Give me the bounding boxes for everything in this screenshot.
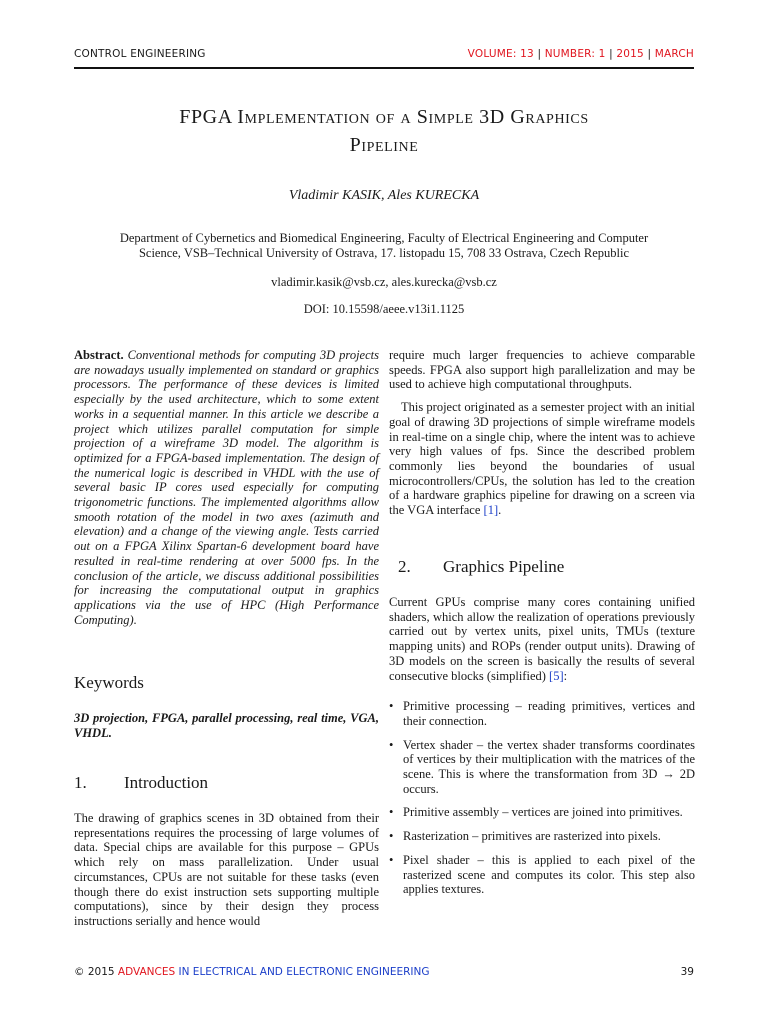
year-value: 2015 xyxy=(616,48,644,60)
section-number: 1. xyxy=(74,773,87,792)
doi: DOI: 10.15598/aeee.v13i1.1125 xyxy=(303,302,465,316)
list-item: • Pixel shader – this is applied to each pixel of the rasterized scene and computes its color. This step also applies textures. xyxy=(389,853,695,897)
section-heading-graphics-pipeline xyxy=(398,557,564,577)
section-number: 2. xyxy=(398,557,411,576)
affiliation-line: Science, VSB–Technical University of Ostrava, 17. listopadu 15, 708 33 Ostrava, Czech Republic xyxy=(138,246,630,260)
month-value: MARCH xyxy=(654,48,694,60)
copyright: © 2015 xyxy=(74,966,115,978)
separator: | xyxy=(647,48,652,60)
author-emails: vladimir.kasik@vsb.cz, ales.kurecka@vsb.cz xyxy=(271,275,497,289)
number-label: NUMBER: xyxy=(544,48,596,60)
section-heading-introduction xyxy=(74,773,208,793)
citation-link[interactable]: [5] xyxy=(549,668,564,683)
pipeline-steps-list xyxy=(389,699,695,897)
affiliation-line: Department of Cybernetics and Biomedical Engineering, Faculty of Electrical Engineering and Computer xyxy=(119,231,649,245)
section-title: Introduction xyxy=(124,773,209,792)
separator: | xyxy=(537,48,542,60)
punctuation: : xyxy=(563,668,568,683)
list-item: • Primitive assembly – vertices are joined into primitives. xyxy=(389,805,695,820)
volume-label: VOLUME: xyxy=(467,48,517,60)
paragraph xyxy=(389,595,695,683)
page-footer xyxy=(74,966,694,978)
authors: Vladimir KASIK, Ales KURECKA xyxy=(288,188,480,203)
paragraph-text: This project originated as a semester project with an initial goal of drawing 3D projections of simple wireframe models in real-time on a single chip, where the intent was to achieve very high values of fps. Since the described problem commonly lies beyond the boundaries of usual microcontrollers/CPUs, the solution has led to the creation of a hardware graphics pipeline for drawing on a screen via the VGA interface xyxy=(389,400,695,518)
issue-info xyxy=(468,48,694,60)
affiliation xyxy=(74,231,694,261)
journal-name-rest: IN ELECTRICAL AND ELECTRONIC ENGINEERING xyxy=(178,966,430,978)
abstract xyxy=(74,348,379,627)
citation-link[interactable]: [1] xyxy=(483,503,499,518)
page-number: 39 xyxy=(680,966,694,978)
title-line: Pipeline xyxy=(349,134,419,156)
abstract-text: Conventional methods for computing 3D projects are nowadays usually implemented on standard or graphics processors. The performance of these devices is limited especially by the used architecture, which to some extent works in a sequential manner. In this article we describe a project which utilizes parallel computation for simple projection of a wireframe 3D model. The algorithm is optimized for a FPGA-based implementation. The design of the numerical logic is described in VHDL with the use of several basic IP cores used especially for computing trigonometric functions. The implemented algorithms allow smooth rotation of the model in two axes (azimuth and elevation) and a change of the viewing angle. Tests carried out on a FPGA Xilinx Spartan-6 development board have resulted in real-time rendering at over 5000 fps. In the conclusion of the article, we discuss additional possibilities for increasing the computational output in graphics applications via the use of HPC (High Performance Computing). xyxy=(74,348,379,627)
number-value: 1 xyxy=(598,48,606,60)
journal-section: CONTROL ENGINEERING xyxy=(74,48,206,60)
paragraph: The drawing of graphics scenes in 3D obtained from their representations requires the processing of large volumes of data. Special chips are available for this purpose – GPUs which rely on mass parallelization. Under usual circumstances, CPUs are not suitable for these tasks (even though there do exist instruction sets supporting multiple computations), since by their design they process instructions serially and hence would xyxy=(74,811,379,928)
keywords-heading: Keywords xyxy=(74,673,144,692)
list-item: • Vertex shader – the vertex shader transforms coordinates of vertices by their multiplication with the matrices of the scene. This is where the transformation from 3D → 2D occurs. xyxy=(389,738,695,797)
paragraph xyxy=(389,400,695,518)
abstract-label: Abstract. xyxy=(74,348,124,362)
paragraph: require much larger frequencies to achieve comparable speeds. FPGA also support high parallelization and may be used to achieve high computational throughputs. xyxy=(389,348,695,392)
running-header xyxy=(74,48,694,64)
paper-title xyxy=(74,103,694,159)
separator: | xyxy=(609,48,613,60)
header-rule xyxy=(74,67,694,69)
journal-name-advances: ADVANCES xyxy=(117,966,176,978)
paragraph-text: Current GPUs comprise many cores containing unified shaders, which allow the realization of operations previously carried out by vertex units, pixel units, TMUs (texture mapping units) and ROPs (render output units). Drawing of 3D models on the screen is basically the results of several consecutive blocks (simplified) xyxy=(389,595,695,683)
title-line: FPGA Implementation of a Simple 3D Graphics xyxy=(179,106,589,128)
volume-value: 13 xyxy=(520,48,534,60)
right-column-top xyxy=(389,348,695,526)
punctuation: . xyxy=(498,503,502,518)
list-item: • Primitive processing – reading primitives, vertices and their connection. xyxy=(389,699,695,728)
keywords-text: 3D projection, FPGA, parallel processing, real time, VGA, VHDL. xyxy=(74,711,379,740)
list-item: • Rasterization – primitives are rasterized into pixels. xyxy=(389,829,695,844)
section2-body xyxy=(389,595,695,906)
intro-paragraph xyxy=(74,811,379,937)
section-title: Graphics Pipeline xyxy=(443,557,565,576)
